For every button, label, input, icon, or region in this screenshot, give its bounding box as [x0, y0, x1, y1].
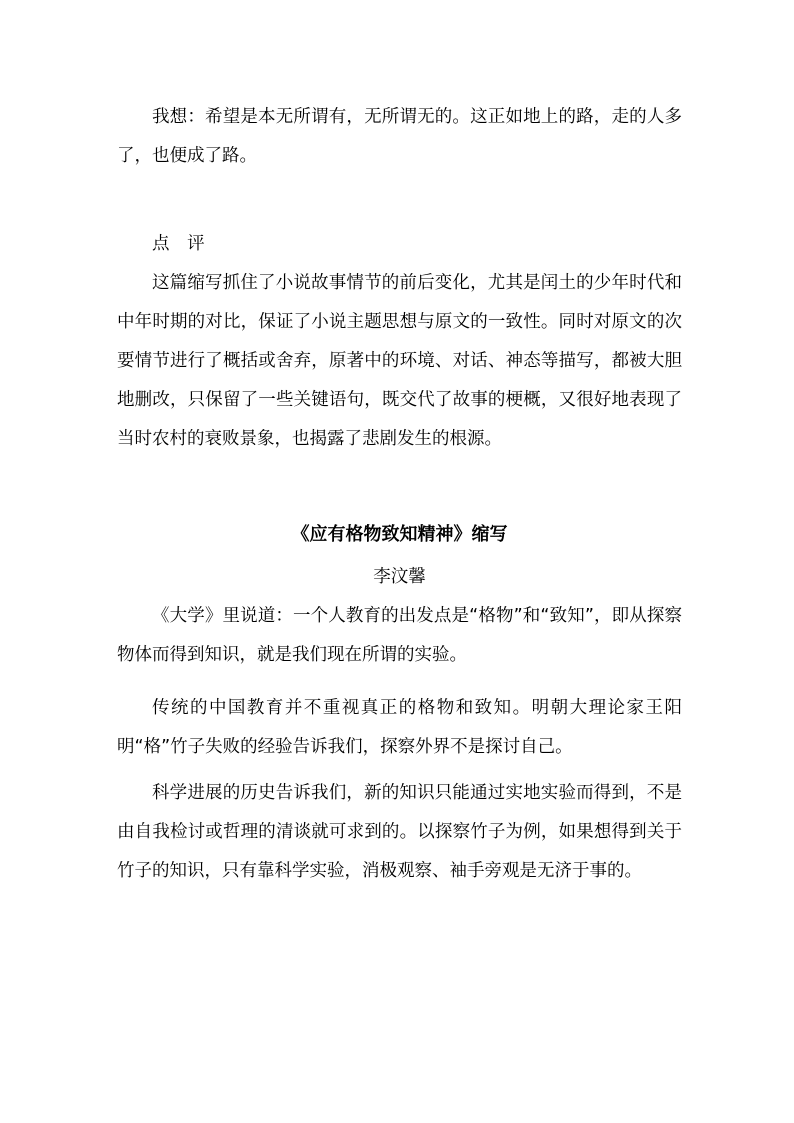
closing-paragraph: 我想：希望是本无所谓有，无所谓无的。这正如地上的路，走的人多了，也便成了路。	[117, 107, 682, 166]
article-author: 李汶馨	[373, 567, 426, 587]
article-paragraph-3: 科学进展的历史告诉我们，新的知识只能通过实地实验而得到，不是由自我检讨或哲理的清谈就可求到的。以探察竹子为例，如果想得到关于竹子的知识，只有靠科学实验，消极观察、袖手旁观是无济于事的。	[117, 783, 682, 881]
article-title: 《应有格物致知精神》缩写	[291, 524, 508, 545]
review-label: 点 评	[152, 234, 211, 254]
article-paragraph-1: 《大学》里说道：一个人教育的出发点是“格物”和“致知”，即从探察物体而得到知识，就是我们现在所谓的实验。	[117, 606, 682, 665]
review-paragraph: 这篇缩写抓住了小说故事情节的前后变化，尤其是闰土的少年时代和中年时期的对比，保证了小说主题思想与原文的一致性。同时对原文的次要情节进行了概括或舍弃，原著中的环境、对话、神态等描写，都被大胆地删改，只保留了一些关键语句，既交代了故事的梗概，又很好地表现了当时农村的衰败景象，也揭露了悲剧发生的根源。	[117, 273, 682, 449]
article-paragraph-2: 传统的中国教育并不重视真正的格物和致知。明朝大理论家王阳明“格”竹子失败的经验告诉我们，探察外界不是探讨自己。	[117, 698, 682, 757]
